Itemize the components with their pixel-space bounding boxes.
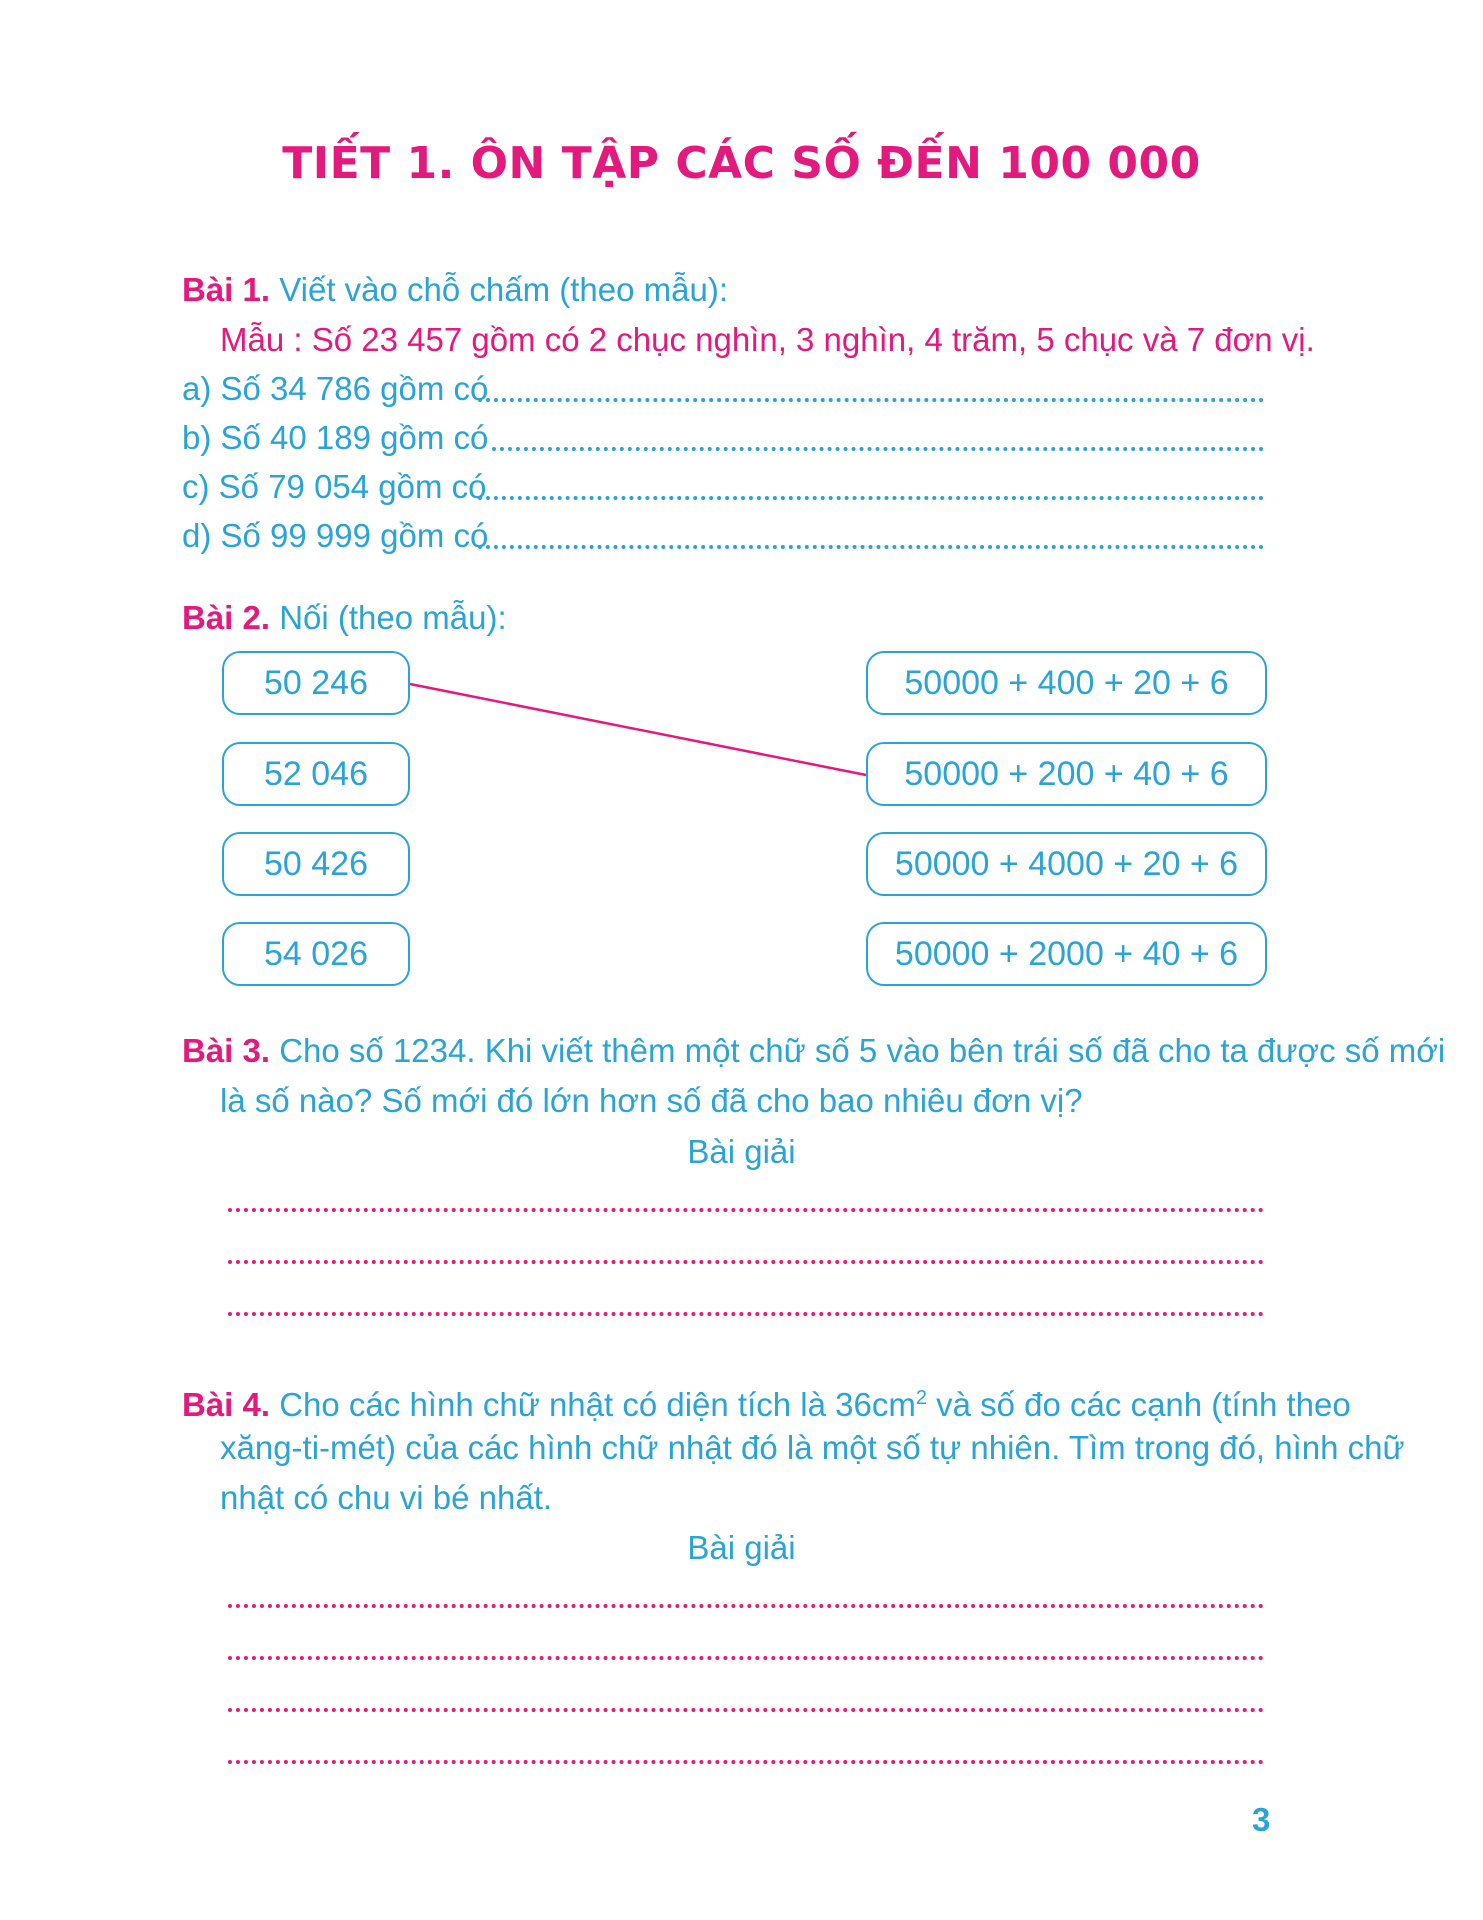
bai1-item-b: b) Số 40 189 gồm có (182, 419, 489, 456)
bai2-right-box-2[interactable]: 50000 + 200 + 40 + 6 (866, 742, 1267, 806)
bai1-prompt: Viết vào chỗ chấm (theo mẫu): (279, 271, 729, 308)
bai1-answer-line-b[interactable] (492, 447, 1264, 451)
bai4-label: Bài 4. (182, 1386, 271, 1423)
bai4-solution-heading: Bài giải (687, 1529, 796, 1566)
bai1-answer-line-c[interactable] (478, 496, 1264, 500)
bai2-left-box-2[interactable]: 52 046 (222, 742, 410, 806)
bai3-line2: là số nào? Số mới đó lớn hơn số đã cho bao nhiêu đơn vị? (220, 1082, 1083, 1119)
bai4-answer-line-3[interactable] (228, 1708, 1264, 1712)
bai1-answer-line-d[interactable] (478, 545, 1264, 549)
page-title: TIẾT 1. ÔN TẬP CÁC SỐ ĐẾN 100 000 (282, 138, 1201, 189)
bai3-label: Bài 3. (182, 1032, 271, 1069)
bai3-answer-line-1[interactable] (228, 1208, 1264, 1212)
bai2-left-box-4[interactable]: 54 026 (222, 922, 410, 986)
bai2-label: Bài 2. (182, 599, 271, 636)
bai4-line1-pre: Cho các hình chữ nhật có diện tích là 36cm (279, 1386, 916, 1423)
bai1-example: Mẫu : Số 23 457 gồm có 2 chục nghìn, 3 nghìn, 4 trăm, 5 chục và 7 đơn vị. (220, 321, 1315, 358)
bai3-line1-wrap (182, 1029, 1446, 1073)
bai2-right-box-4[interactable]: 50000 + 2000 + 40 + 6 (866, 922, 1267, 986)
bai2-prompt: Nối (theo mẫu): (279, 599, 507, 636)
bai1-label: Bài 1. (182, 271, 271, 308)
bai4-answer-line-1[interactable] (228, 1604, 1264, 1608)
bai4-answer-line-4[interactable] (228, 1760, 1264, 1764)
page-number: 3 (1252, 1801, 1271, 1838)
bai1-answer-line-a[interactable] (478, 398, 1264, 402)
bai4-superscript: 2 (915, 1387, 927, 1409)
bai2-right-box-1[interactable]: 50000 + 400 + 20 + 6 (866, 651, 1267, 715)
bai3-solution-heading: Bài giải (687, 1133, 796, 1170)
bai2-example-connector-line (410, 684, 866, 775)
bai4-line2: xăng-ti-mét) của các hình chữ nhật đó là một số tự nhiên. Tìm trong đó, hình chữ (220, 1429, 1405, 1466)
bai3-answer-line-2[interactable] (228, 1260, 1264, 1264)
bai2-heading (182, 596, 507, 640)
bai1-item-c: c) Số 79 054 gồm có (182, 468, 487, 505)
bai2-left-box-1[interactable]: 50 246 (222, 651, 410, 715)
bai4-answer-line-2[interactable] (228, 1656, 1264, 1660)
bai3-line1: Cho số 1234. Khi viết thêm một chữ số 5 vào bên trái số đã cho ta được số mới (279, 1032, 1446, 1069)
bai1-item-d: d) Số 99 999 gồm có (182, 517, 489, 554)
bai1-heading (182, 268, 728, 312)
bai2-left-box-3[interactable]: 50 426 (222, 832, 410, 896)
bai3-answer-line-3[interactable] (228, 1312, 1264, 1316)
bai1-item-a: a) Số 34 786 gồm có (182, 370, 489, 407)
bai4-line3: nhật có chu vi bé nhất. (220, 1479, 553, 1516)
bai2-right-box-3[interactable]: 50000 + 4000 + 20 + 6 (866, 832, 1267, 896)
bai4-line1-post: và số đo các cạnh (tính theo (926, 1386, 1351, 1423)
bai4-line1-wrap (182, 1376, 1351, 1427)
